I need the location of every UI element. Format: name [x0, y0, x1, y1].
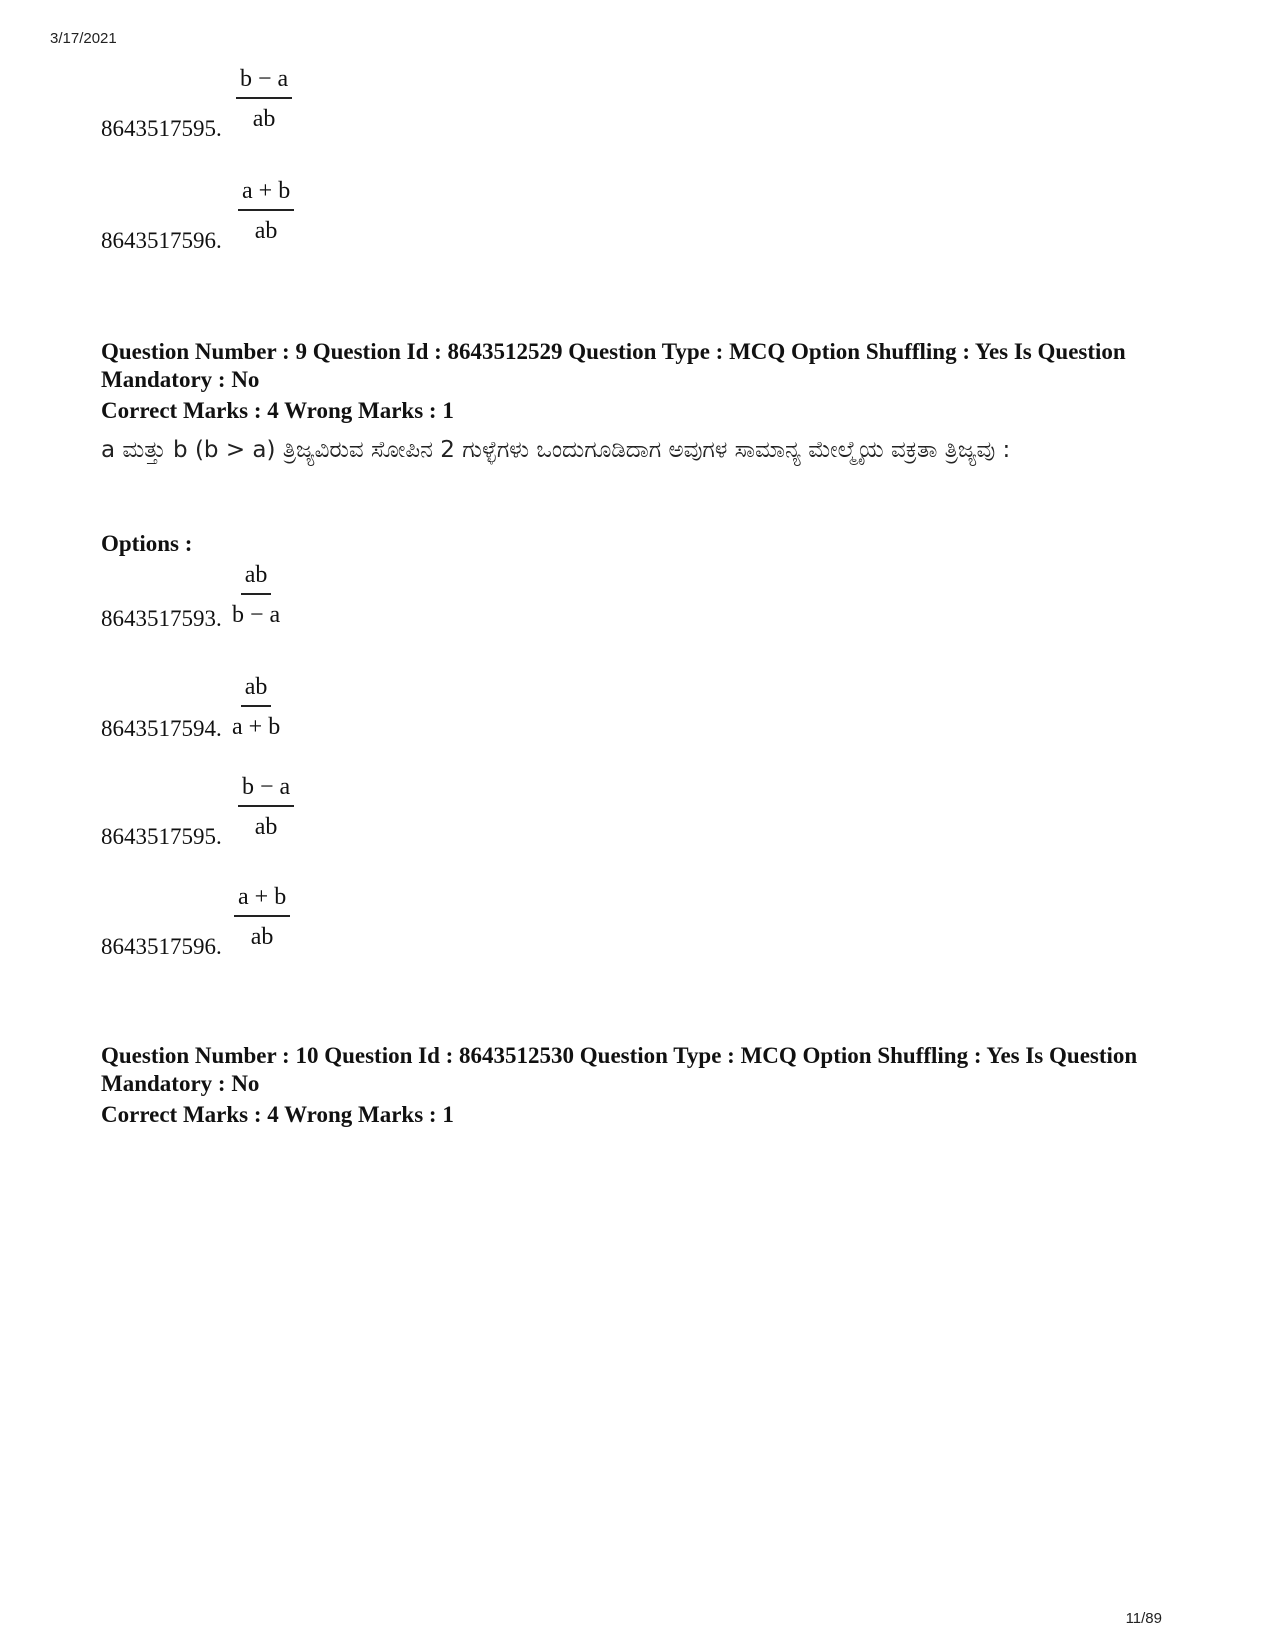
option-fraction — [234, 885, 290, 949]
question-header: Question Number : 9 Question Id : 8643512529 Question Type : MCQ Option Shuffling : Yes Is Question Mandatory : No — [101, 339, 1126, 392]
option-fraction — [238, 775, 294, 839]
fraction-denominator: ab — [254, 814, 278, 840]
option-id: 8643517596. — [101, 934, 222, 959]
option-item — [101, 650, 501, 740]
question-text: a ಮತ್ತು b (b > a) ತ್ರಿಜ್ಯವಿರುವ ಸೋಪಿನ 2 ಗುಳ್ಳೆಗಳು ಒಂದುಗೂಡಿದಾಗ ಅವುಗಳ ಸಾಮಾನ್ಯ ಮೇಲ್ಮೈಯ ವಕ್ರತಾ ತ್ರಿಜ್ಯವು : — [101, 437, 1011, 463]
page-date: 3/17/2021 — [50, 30, 117, 47]
fraction-numerator: a + b — [234, 885, 290, 917]
fraction-numerator: ab — [241, 675, 272, 707]
option-item — [101, 162, 501, 252]
question-header: Question Number : 10 Question Id : 8643512530 Question Type : MCQ Option Shuffling : Yes Is Question Mandatory : No — [101, 1043, 1138, 1096]
option-id: 8643517595. — [101, 116, 222, 141]
fraction-numerator: b − a — [236, 67, 292, 99]
fraction-denominator: a + b — [232, 714, 281, 740]
option-id: 8643517596. — [101, 228, 222, 253]
fraction-numerator: a + b — [238, 179, 294, 211]
fraction-numerator: b − a — [238, 775, 294, 807]
question-marks: Correct Marks : 4 Wrong Marks : 1 — [101, 1102, 454, 1127]
page-number: 11/89 — [1125, 1610, 1162, 1627]
fraction-denominator: ab — [252, 106, 276, 132]
option-fraction — [232, 675, 280, 739]
option-item — [101, 540, 501, 630]
option-fraction — [236, 67, 292, 131]
fraction-denominator: ab — [254, 218, 278, 244]
option-fraction — [232, 563, 280, 627]
option-item — [101, 758, 501, 848]
option-id: 8643517594. — [101, 716, 222, 741]
option-fraction — [238, 179, 294, 243]
fraction-denominator: ab — [250, 924, 274, 950]
option-item — [101, 868, 501, 958]
question-marks: Correct Marks : 4 Wrong Marks : 1 — [101, 398, 454, 423]
option-item — [101, 50, 501, 140]
fraction-numerator: ab — [241, 563, 272, 595]
option-id: 8643517595. — [101, 824, 222, 849]
option-id: 8643517593. — [101, 606, 222, 631]
fraction-denominator: b − a — [232, 602, 281, 628]
options-label: Options : — [101, 531, 193, 556]
